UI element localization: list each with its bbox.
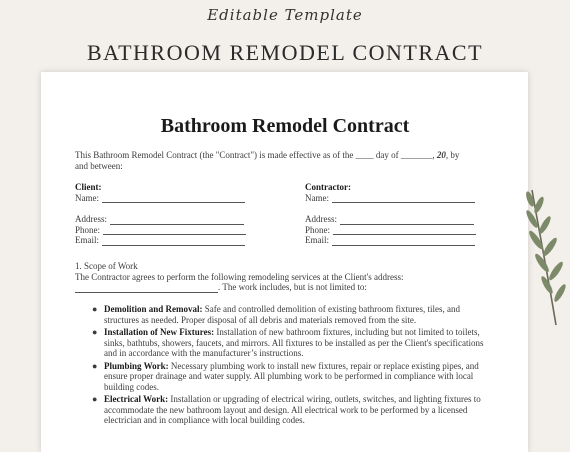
banner-script-text: Editable Template bbox=[207, 6, 363, 24]
contractor-name-label: Name: bbox=[305, 192, 329, 203]
bullet-text: Installation of new bathroom fixtures, including but not limited to toilets, sinks, bathtubs, showers, faucets, and mirrors. All fixtures to be installed as per the Client's specifications and in accordance with the manufacturer’s instructions. bbox=[104, 327, 484, 358]
contractor-phone-field[interactable] bbox=[333, 226, 476, 235]
client-block bbox=[75, 182, 275, 246]
intro-paragraph bbox=[75, 150, 495, 171]
client-email-label: Email: bbox=[75, 235, 99, 245]
banner-title: BATHROOM REMODEL CONTRACT bbox=[86, 40, 484, 65]
contractor-name-field[interactable] bbox=[332, 194, 475, 203]
bullet-icon: ● bbox=[92, 360, 98, 371]
client-phone-field[interactable] bbox=[103, 226, 246, 235]
list-item bbox=[92, 304, 495, 325]
list-item bbox=[92, 394, 495, 426]
bullet-icon: ● bbox=[92, 394, 98, 404]
contractor-name-row bbox=[305, 193, 505, 204]
scope-section bbox=[75, 261, 495, 293]
bullet-label: Plumbing Work: bbox=[104, 360, 169, 371]
bullet-label: Installation of New Fixtures: bbox=[104, 327, 215, 337]
bullet-label: Electrical Work: bbox=[104, 394, 169, 404]
scope-heading: 1. Scope of Work bbox=[75, 261, 138, 271]
contractor-phone-label: Phone: bbox=[305, 224, 331, 235]
client-address-row bbox=[75, 214, 275, 225]
client-phone-row bbox=[75, 225, 275, 236]
contractor-email-label: Email: bbox=[305, 235, 329, 245]
bullet-text: Necessary plumbing work to install new fixtures, repair or replace existing pipes, and ensure proper drainage and water supply. All plumbing work to be performed in compliance with local building codes. bbox=[104, 360, 479, 392]
document-title: Bathroom Remodel Contract bbox=[160, 115, 410, 137]
intro-line1-end: , by bbox=[445, 150, 460, 160]
contractor-address-label: Address: bbox=[305, 214, 337, 224]
scope-line1: The Contractor agrees to perform the following remodeling services at the Client's address: bbox=[75, 271, 404, 282]
contractor-block bbox=[305, 182, 505, 246]
list-item bbox=[92, 361, 495, 393]
contractor-address-field[interactable] bbox=[340, 216, 474, 225]
client-email-row bbox=[75, 235, 275, 246]
scope-address-field[interactable] bbox=[75, 284, 218, 293]
intro-line1: This Bathroom Remodel Contract (the "Contract") is made effective as of the ____ day of _______, bbox=[75, 150, 435, 160]
bullet-text: Installation or upgrading of electrical wiring, outlets, switches, and lighting fixtures to accommodate the new bathroom layout and design. All electrical work to be performed by a licensed electrician and in compliance with local building codes. bbox=[104, 394, 481, 425]
scope-bullet-list bbox=[92, 304, 495, 428]
bullet-icon: ● bbox=[92, 304, 98, 314]
contractor-email-row bbox=[305, 235, 505, 246]
client-name-label: Name: bbox=[75, 192, 99, 203]
intro-line2: and between: bbox=[75, 160, 123, 171]
bullet-label: Demolition and Removal: bbox=[104, 304, 203, 314]
plant-sprig-icon bbox=[512, 185, 570, 330]
client-phone-label: Phone: bbox=[75, 224, 101, 235]
list-item bbox=[92, 327, 495, 359]
contractor-address-row bbox=[305, 214, 505, 225]
client-name-row bbox=[75, 193, 275, 204]
client-address-label: Address: bbox=[75, 214, 107, 224]
client-address-field[interactable] bbox=[110, 216, 244, 225]
scope-address-row bbox=[75, 282, 495, 293]
scope-line2: . The work includes, but is not limited to: bbox=[218, 282, 367, 292]
client-name-field[interactable] bbox=[102, 194, 245, 203]
contractor-email-field[interactable] bbox=[332, 237, 475, 246]
intro-year: 20 bbox=[434, 150, 446, 160]
client-heading: Client: bbox=[75, 182, 102, 192]
contractor-heading: Contractor: bbox=[305, 182, 351, 192]
client-email-field[interactable] bbox=[102, 237, 245, 246]
contractor-phone-row bbox=[305, 225, 505, 236]
document-sheet bbox=[41, 72, 528, 452]
bullet-icon: ● bbox=[92, 327, 98, 337]
bullet-text: Safe and controlled demolition of existing bathroom fixtures, tiles, and structures as needed. Proper disposal of all debris and materials removed from the site. bbox=[104, 304, 460, 325]
